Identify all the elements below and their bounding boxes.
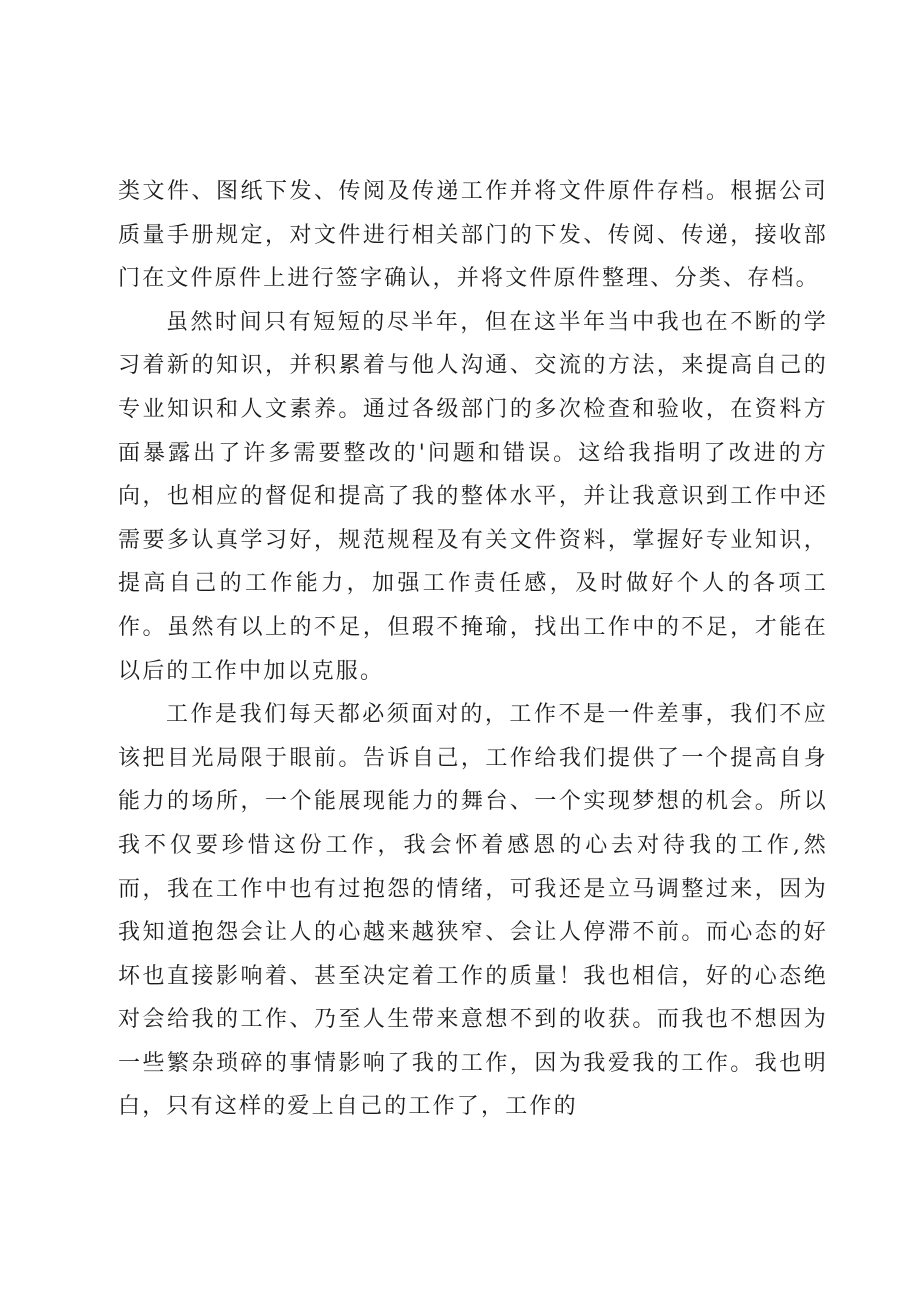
document-body xyxy=(118,170,828,1129)
paragraph-half-year-reflection: 虽然时间只有短短的尽半年，但在这半年当中我也在不断的学习着新的知识，并积累着与他人沟通、交流的方法，来提高自己的专业知识和人文素养。通过各级部门的多次检查和验收，在资料方面暴露出了许多需要整改的'问题和错误。这给我指明了改进的方向，也相应的督促和提高了我的整体水平，并让我意识到工作中还需要多认真学习好，规范规程及有关文件资料，掌握好专业知识，提高自己的工作能力，加强工作责任感，及时做好个人的各项工作。虽然有以上的不足，但瑕不掩瑜，找出工作中的不足，才能在以后的工作中加以克服。 xyxy=(118,309,828,684)
paragraph-work-attitude: 工作是我们每天都必须面对的，工作不是一件差事，我们不应该把目光局限于眼前。告诉自己，工作给我们提供了一个提高自身能力的场所，一个能展现能力的舞台、一个实现梦想的机会。所以我不仅要珍惜这份工作，我会怀着感恩的心去对待我的工作,然而，我在工作中也有过抱怨的情绪，可我还是立马调整过来，因为我知道抱怨会让人的心越来越狭窄、会让人停滞不前。而心态的好坏也直接影响着、甚至决定着工作的质量！我也相信，好的心态绝对会给我的工作、乃至人生带来意想不到的收获。而我也不想因为一些繁杂琐碎的事情影响了我的工作，因为我爱我的工作。我也明白，只有这样的爱上自己的工作了，工作的 xyxy=(118,702,828,1120)
paragraph-continuation: 类文件、图纸下发、传阅及传递工作并将文件原件存档。根据公司质量手册规定，对文件进行相关部门的下发、传阅、传递，接收部门在文件原件上进行签字确认，并将文件原件整理、分类、存档。 xyxy=(118,179,828,292)
